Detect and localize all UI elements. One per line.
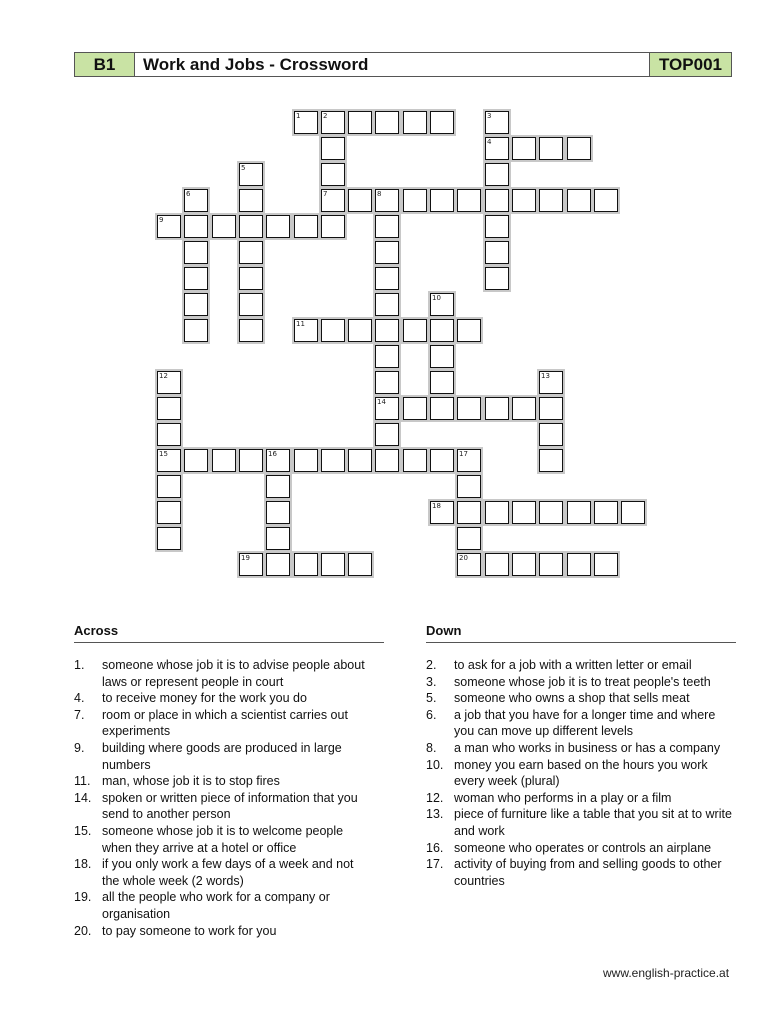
clue-number: 14 <box>377 398 386 406</box>
crossword-cell[interactable] <box>266 553 290 576</box>
across-clue <box>74 856 374 889</box>
clue-text: if you only work a few days of a week and not the whole week (2 words) <box>102 857 354 888</box>
crossword-cell[interactable] <box>457 501 481 524</box>
clue-text: someone who owns a shop that sells meat <box>454 691 690 706</box>
crossword-cell[interactable] <box>457 449 481 472</box>
crossword-cell[interactable] <box>375 267 399 290</box>
clue-num: 15. <box>74 823 92 838</box>
crossword-cell[interactable] <box>239 267 263 290</box>
clue-number: 12 <box>159 372 168 380</box>
crossword-cell[interactable] <box>457 527 481 550</box>
clue-text: someone who operates or controls an airplane <box>454 840 712 855</box>
clue-num: 6. <box>426 707 437 722</box>
clue-number: 18 <box>432 502 441 510</box>
level-badge: B1 <box>75 53 135 76</box>
clue-text: spoken or written piece of information that you send to another person <box>102 790 358 822</box>
crossword-cell[interactable] <box>375 215 399 238</box>
crossword-cell[interactable] <box>485 163 509 186</box>
crossword-cell[interactable] <box>348 553 372 576</box>
clue-number: 3 <box>487 112 492 120</box>
crossword-cell[interactable] <box>321 163 345 186</box>
crossword-cell[interactable] <box>212 449 236 472</box>
crossword-cell[interactable] <box>539 423 563 446</box>
crossword-cell[interactable] <box>512 189 536 212</box>
clue-text: to receive money for the work you do <box>102 691 307 706</box>
across-clue <box>74 740 374 773</box>
clue-text: piece of furniture like a table that you sit at to write and work <box>454 807 732 838</box>
across-clue-list <box>74 657 374 939</box>
crossword-cell[interactable] <box>403 111 427 134</box>
crossword-cell[interactable] <box>594 501 618 524</box>
clue-number: 8 <box>377 190 382 198</box>
across-heading: Across <box>74 623 384 643</box>
crossword-cell[interactable] <box>485 501 509 524</box>
crossword-cell[interactable] <box>485 189 509 212</box>
crossword-cell[interactable] <box>539 371 563 394</box>
crossword-cell[interactable] <box>348 319 372 342</box>
crossword-cell[interactable] <box>375 241 399 264</box>
crossword-cell[interactable] <box>430 501 454 524</box>
crossword-cell[interactable] <box>375 423 399 446</box>
crossword-cell[interactable] <box>403 449 427 472</box>
clue-number: 1 <box>296 112 301 120</box>
clue-text: building where goods are produced in large numbers <box>102 740 342 772</box>
crossword-cell[interactable] <box>375 397 399 420</box>
crossword-cell[interactable] <box>321 111 345 134</box>
crossword-cell[interactable] <box>294 319 318 342</box>
clue-num: 4. <box>74 691 85 706</box>
crossword-cell[interactable] <box>567 501 591 524</box>
across-clue <box>74 923 374 940</box>
crossword-cell[interactable] <box>539 397 563 420</box>
crossword-cell[interactable] <box>375 319 399 342</box>
clue-text: money you earn based on the hours you work every week (plural) <box>454 757 708 789</box>
clue-number: 16 <box>268 450 277 458</box>
clue-text: activity of buying from and selling goods to other countries <box>454 857 722 888</box>
clue-num: 9. <box>74 740 85 755</box>
crossword-cell[interactable] <box>321 553 345 576</box>
clue-num: 16. <box>426 840 444 855</box>
crossword-cell[interactable] <box>457 475 481 498</box>
crossword-cell[interactable] <box>430 345 454 368</box>
crossword-cell[interactable] <box>430 189 454 212</box>
worksheet-code: TOP001 <box>649 53 731 76</box>
crossword-cell[interactable] <box>594 553 618 576</box>
clue-number: 19 <box>241 554 250 562</box>
clue-text: someone whose job it is to welcome people when they arrive at a hotel or office <box>102 823 344 855</box>
crossword-cell[interactable] <box>294 553 318 576</box>
clue-text: someone whose job it is to treat people's teeth <box>454 674 711 689</box>
crossword-cell[interactable] <box>321 215 345 238</box>
clue-num: 10. <box>426 757 444 772</box>
crossword-cell[interactable] <box>430 319 454 342</box>
crossword-cell[interactable] <box>485 553 509 576</box>
clue-text: man, whose job it is to stop fires <box>102 774 280 789</box>
crossword-cell[interactable] <box>294 215 318 238</box>
crossword-cell[interactable] <box>157 397 181 420</box>
crossword-cell[interactable] <box>539 189 563 212</box>
crossword-cell[interactable] <box>239 189 263 212</box>
clue-num: 18. <box>74 857 92 872</box>
crossword-cell[interactable] <box>239 553 263 576</box>
down-clue <box>426 856 736 889</box>
crossword-cell[interactable] <box>157 215 181 238</box>
crossword-cell[interactable] <box>567 553 591 576</box>
crossword-cell[interactable] <box>403 189 427 212</box>
crossword-cell[interactable] <box>457 553 481 576</box>
clue-number: 17 <box>459 450 468 458</box>
crossword-cell[interactable] <box>184 267 208 290</box>
clue-text: room or place in which a scientist carries out experiments <box>102 707 348 739</box>
clue-number: 11 <box>296 320 305 328</box>
clue-num: 11. <box>74 774 91 789</box>
down-clue <box>426 657 736 674</box>
clue-number: 20 <box>459 554 468 562</box>
clue-num: 19. <box>74 890 92 905</box>
clue-number: 13 <box>541 372 550 380</box>
crossword-cell[interactable] <box>375 371 399 394</box>
clue-number: 5 <box>241 164 246 172</box>
across-clue <box>74 823 374 856</box>
crossword-cell[interactable] <box>512 137 536 160</box>
down-clue <box>426 790 736 807</box>
crossword-cell[interactable] <box>621 501 645 524</box>
crossword-cell[interactable] <box>157 423 181 446</box>
clue-number: 9 <box>159 216 164 224</box>
clue-num: 5. <box>426 691 437 706</box>
crossword-cell[interactable] <box>403 319 427 342</box>
crossword-cell[interactable] <box>567 189 591 212</box>
clue-text: a job that you have for a longer time and where you can move up different levels <box>454 707 716 739</box>
crossword-cell[interactable] <box>430 293 454 316</box>
clue-num: 20. <box>74 923 92 938</box>
worksheet-title: Work and Jobs - Crossword <box>135 53 649 76</box>
down-clue <box>426 674 736 691</box>
clue-num: 12. <box>426 790 444 805</box>
crossword-cell[interactable] <box>266 215 290 238</box>
crossword-cell[interactable] <box>184 241 208 264</box>
crossword-cell[interactable] <box>539 137 563 160</box>
crossword-cell[interactable] <box>184 189 208 212</box>
crossword-cell[interactable] <box>266 501 290 524</box>
crossword-cell[interactable] <box>403 397 427 420</box>
down-clue <box>426 757 736 790</box>
crossword-cell[interactable] <box>430 397 454 420</box>
crossword-cell[interactable] <box>567 137 591 160</box>
crossword-cell[interactable] <box>321 189 345 212</box>
crossword-cell[interactable] <box>184 449 208 472</box>
across-clue <box>74 773 374 790</box>
clue-number: 7 <box>323 190 328 198</box>
crossword-cell[interactable] <box>239 293 263 316</box>
down-clue-list <box>426 657 736 889</box>
clue-text: to pay someone to work for you <box>102 923 277 938</box>
clue-number: 15 <box>159 450 168 458</box>
crossword-cell[interactable] <box>266 475 290 498</box>
crossword-cell[interactable] <box>348 449 372 472</box>
crossword-cell[interactable] <box>184 293 208 316</box>
crossword-cell[interactable] <box>321 449 345 472</box>
clue-number: 2 <box>323 112 328 120</box>
crossword-cell[interactable] <box>457 397 481 420</box>
clue-num: 3. <box>426 674 437 689</box>
across-clue <box>74 889 374 922</box>
across-clue <box>74 707 374 740</box>
across-clue <box>74 690 374 707</box>
crossword-cell[interactable] <box>512 553 536 576</box>
clue-number: 6 <box>186 190 191 198</box>
crossword-cell[interactable] <box>239 319 263 342</box>
down-clue <box>426 690 736 707</box>
crossword-cell[interactable] <box>157 371 181 394</box>
crossword-cell[interactable] <box>485 111 509 134</box>
down-clue <box>426 806 736 839</box>
crossword-cell[interactable] <box>157 475 181 498</box>
down-clue <box>426 840 736 857</box>
clue-num: 14. <box>74 790 92 805</box>
clue-num: 8. <box>426 740 437 755</box>
crossword-cell[interactable] <box>375 449 399 472</box>
crossword-cell[interactable] <box>430 449 454 472</box>
footer-url: www.english-practice.at <box>603 966 730 980</box>
crossword-cell[interactable] <box>266 527 290 550</box>
crossword-cell[interactable] <box>321 319 345 342</box>
crossword-cell[interactable] <box>539 449 563 472</box>
crossword-cell[interactable] <box>594 189 618 212</box>
crossword-cell[interactable] <box>157 449 181 472</box>
crossword-cell[interactable] <box>485 241 509 264</box>
clue-num: 17. <box>426 857 444 872</box>
crossword-cell[interactable] <box>457 189 481 212</box>
clue-text: all the people who work for a company or organisation <box>102 890 330 921</box>
crossword-cell[interactable] <box>457 319 481 342</box>
clue-text: someone whose job it is to advise people about laws or represent people in court <box>102 658 365 689</box>
crossword-cell[interactable] <box>294 111 318 134</box>
crossword-cell[interactable] <box>212 215 236 238</box>
crossword-cell[interactable] <box>184 319 208 342</box>
crossword-cell[interactable] <box>485 397 509 420</box>
clue-number: 10 <box>432 294 441 302</box>
crossword-cell[interactable] <box>512 501 536 524</box>
clue-text: woman who performs in a play or a film <box>454 790 672 805</box>
clue-num: 2. <box>426 658 437 672</box>
crossword-cell[interactable] <box>485 215 509 238</box>
crossword-cell[interactable] <box>512 397 536 420</box>
crossword-cell[interactable] <box>375 189 399 212</box>
crossword-cell[interactable] <box>485 137 509 160</box>
across-clue <box>74 657 374 690</box>
crossword-cell[interactable] <box>239 241 263 264</box>
crossword-cell[interactable] <box>184 215 208 238</box>
clue-number: 4 <box>487 138 492 146</box>
down-heading: Down <box>426 623 736 643</box>
down-clue <box>426 740 736 757</box>
crossword-cell[interactable] <box>157 527 181 550</box>
crossword-cell[interactable] <box>539 553 563 576</box>
clue-num: 1. <box>74 658 85 672</box>
crossword-cell[interactable] <box>375 111 399 134</box>
crossword-cell[interactable] <box>239 449 263 472</box>
crossword-cell[interactable] <box>239 215 263 238</box>
crossword-cell[interactable] <box>485 267 509 290</box>
clue-text: a man who works in business or has a company <box>454 740 721 755</box>
crossword-cell[interactable] <box>266 449 290 472</box>
crossword-cell[interactable] <box>539 501 563 524</box>
crossword-cell[interactable] <box>375 345 399 368</box>
crossword-cell[interactable] <box>157 501 181 524</box>
crossword-cell[interactable] <box>348 111 372 134</box>
crossword-cell[interactable] <box>348 189 372 212</box>
down-clue <box>426 707 736 740</box>
crossword-cell[interactable] <box>375 293 399 316</box>
crossword-cell[interactable] <box>321 137 345 160</box>
clue-num: 13. <box>426 807 444 822</box>
clue-num: 7. <box>74 707 85 722</box>
crossword-cell[interactable] <box>430 371 454 394</box>
crossword-cell[interactable] <box>239 163 263 186</box>
crossword-cell[interactable] <box>430 111 454 134</box>
across-clue <box>74 790 374 823</box>
clue-text: to ask for a job with a written letter or email <box>454 658 692 672</box>
crossword-cell[interactable] <box>294 449 318 472</box>
